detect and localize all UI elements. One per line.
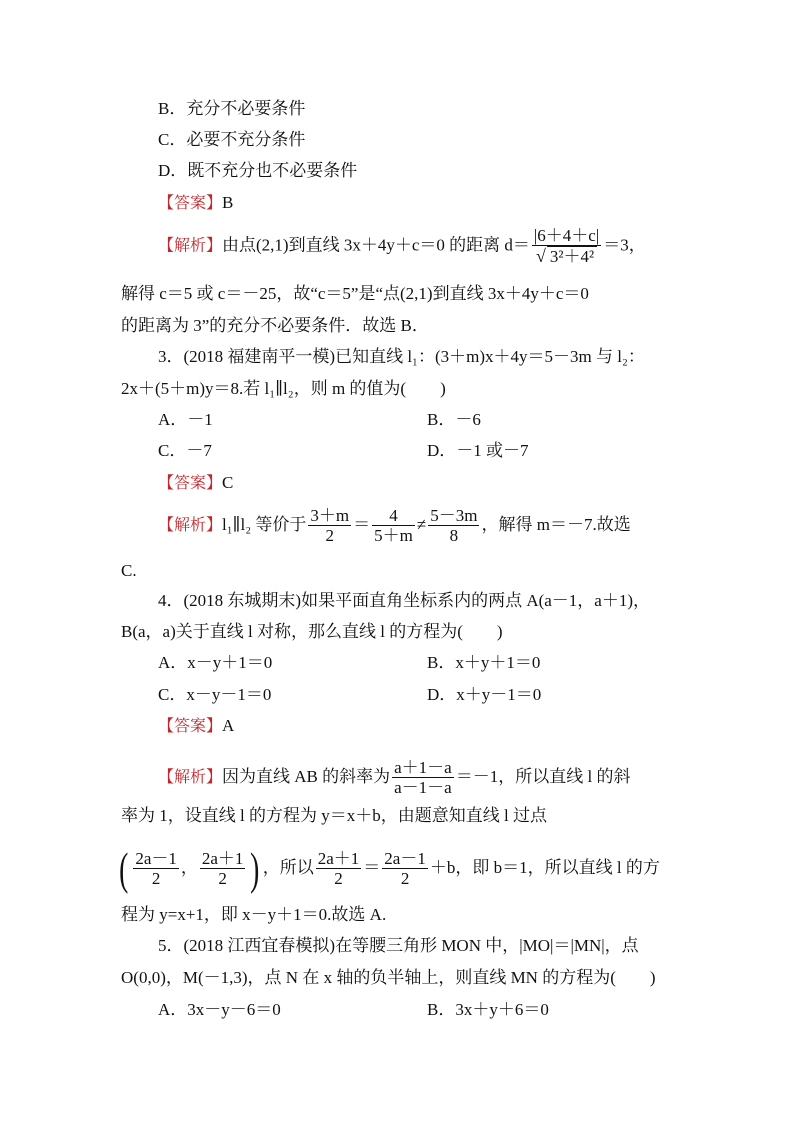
option-b: B．3x＋y＋6＝0 [427,1000,549,1019]
question-3-stem: 2x＋(5＋m)y＝8.若 l₁∥l₂，则 m 的值为( ) [121,379,446,398]
answer-tag: 【答案】 [158,716,223,735]
fraction [200,849,246,889]
answer-line [158,715,234,737]
equals-sign: ＝ [353,514,371,534]
analysis-text-end: ＋b，即 b＝1，所以直线 l 的方 [429,857,660,877]
sqrt-symbol: √ [536,246,546,266]
slope-fraction [392,758,454,798]
analysis-line [158,506,631,546]
analysis-line [158,758,630,798]
analysis-tag: 【解析】 [158,514,223,534]
fraction-denominator: 2 [400,869,410,888]
analysis-text: ，所以 [262,857,314,877]
answer-line [158,472,233,494]
fraction-denominator: 8 [449,526,459,545]
option-b: B．充分不必要条件 [158,99,306,118]
fraction-denominator: 2 [325,526,335,545]
option-a: A．3x－y－6＝0 [158,1000,281,1019]
answer-tag: 【答案】 [158,473,223,492]
analysis-line [158,226,646,267]
fraction-denominator: 2 [334,869,343,888]
question-4-stem: 4．(2018 东城期末)如果平面直角坐标系内的两点 A(a－1，a＋1)， [158,591,651,610]
analysis-line: 的距离为 3”的充分不必要条件．故选 B． [121,316,429,335]
not-equal-sign: ≠ [416,514,427,534]
analysis-tag: 【解析】 [158,766,223,786]
question-3-stem: 3．(2018 福建南平一模)已知直线 l₁：(3＋m)x＋4y＝5－3m 与 l₂： [158,347,645,366]
fraction-denominator [532,246,601,267]
option-c: C．－7 [158,441,212,460]
fraction-numerator: 2a＋1 [201,849,244,868]
analysis-text: 因为直线 AB 的斜率为 [222,766,391,786]
fraction-denominator: 2 [218,869,227,888]
fraction-denominator: 5＋m [374,526,413,545]
fraction [308,506,351,546]
answer-value: C [222,473,234,492]
analysis-line: 程为 y=x+1，即 x－y＋1＝0.故选 A. [121,905,387,924]
option-a: A．x－y＋1＝0 [158,653,273,672]
fraction [316,849,362,889]
fraction-denominator: 2 [151,869,161,888]
analysis-text: 由点(2,1)到直线 3x＋4y＋c＝0 的距离 d＝ [222,235,530,255]
equals-sign: ＝ [363,857,381,877]
fraction-numerator: a＋1－a [394,758,452,777]
fraction-numerator: |6＋4＋c| [533,226,600,245]
right-paren: ) [250,843,260,894]
fraction-numerator: 2a－1 [384,849,426,868]
fraction [382,849,428,889]
analysis-text-end: ＝－1，所以直线 l 的斜 [455,766,631,786]
analysis-line: 解得 c＝5 或 c＝－25，故“c＝5”是“点(2,1)到直线 3x＋4y＋c＝0 [121,284,589,303]
option-b: B．x＋y＋1＝0 [427,653,541,672]
analysis-line: C. [121,561,137,580]
left-paren: ( [119,843,129,894]
question-5-stem: O(0,0)，M(－1,3)，点 N 在 x 轴的负半轴上，则直线 MN 的方程为( ) [121,968,656,987]
question-5-stem: 5．(2018 江西宜春模拟)在等腰三角形 MON 中，|MO|＝|MN|，点 [158,936,639,955]
option-a: A．－1 [158,410,213,429]
analysis-text-end: ，解得 m＝－7.故选 [481,514,631,534]
answer-value: B [222,193,234,212]
distance-fraction [532,226,601,267]
option-d: D．既不充分也不必要条件 [158,161,358,180]
fraction-denominator: a－1－a [394,778,452,797]
answer-tag: 【答案】 [158,193,223,212]
analysis-tag: 【解析】 [158,235,223,255]
analysis-line [116,843,660,894]
answer-value: A [222,716,235,735]
analysis-text-end: ＝3， [603,235,646,255]
option-d: D．x＋y－1＝0 [427,685,542,704]
analysis-text: l₁∥l₂ 等价于 [222,514,307,534]
answer-line [158,192,233,214]
comma: ， [180,857,198,877]
option-c: C．x－y－1＝0 [158,685,272,704]
fraction-numerator: 5－3m [430,506,478,525]
fraction-numerator: 2a－1 [135,849,177,868]
option-d: D．－1 或－7 [427,441,529,460]
question-4-stem: B(a，a)关于直线 l 对称，那么直线 l 的方程为( ) [121,622,503,641]
fraction-numerator: 4 [372,506,415,526]
fraction [428,506,479,546]
fraction [372,506,415,546]
fraction-numerator: 2a＋1 [317,849,360,868]
sqrt-content: 3²＋4² [547,246,597,267]
option-b: B．－6 [427,410,481,429]
analysis-line: 率为 1，设直线 l 的方程为 y＝x＋b，由题意知直线 l 过点 [121,806,547,825]
fraction-numerator: 3＋m [310,506,350,525]
fraction [133,849,179,889]
option-c: C．必要不充分条件 [158,130,306,149]
